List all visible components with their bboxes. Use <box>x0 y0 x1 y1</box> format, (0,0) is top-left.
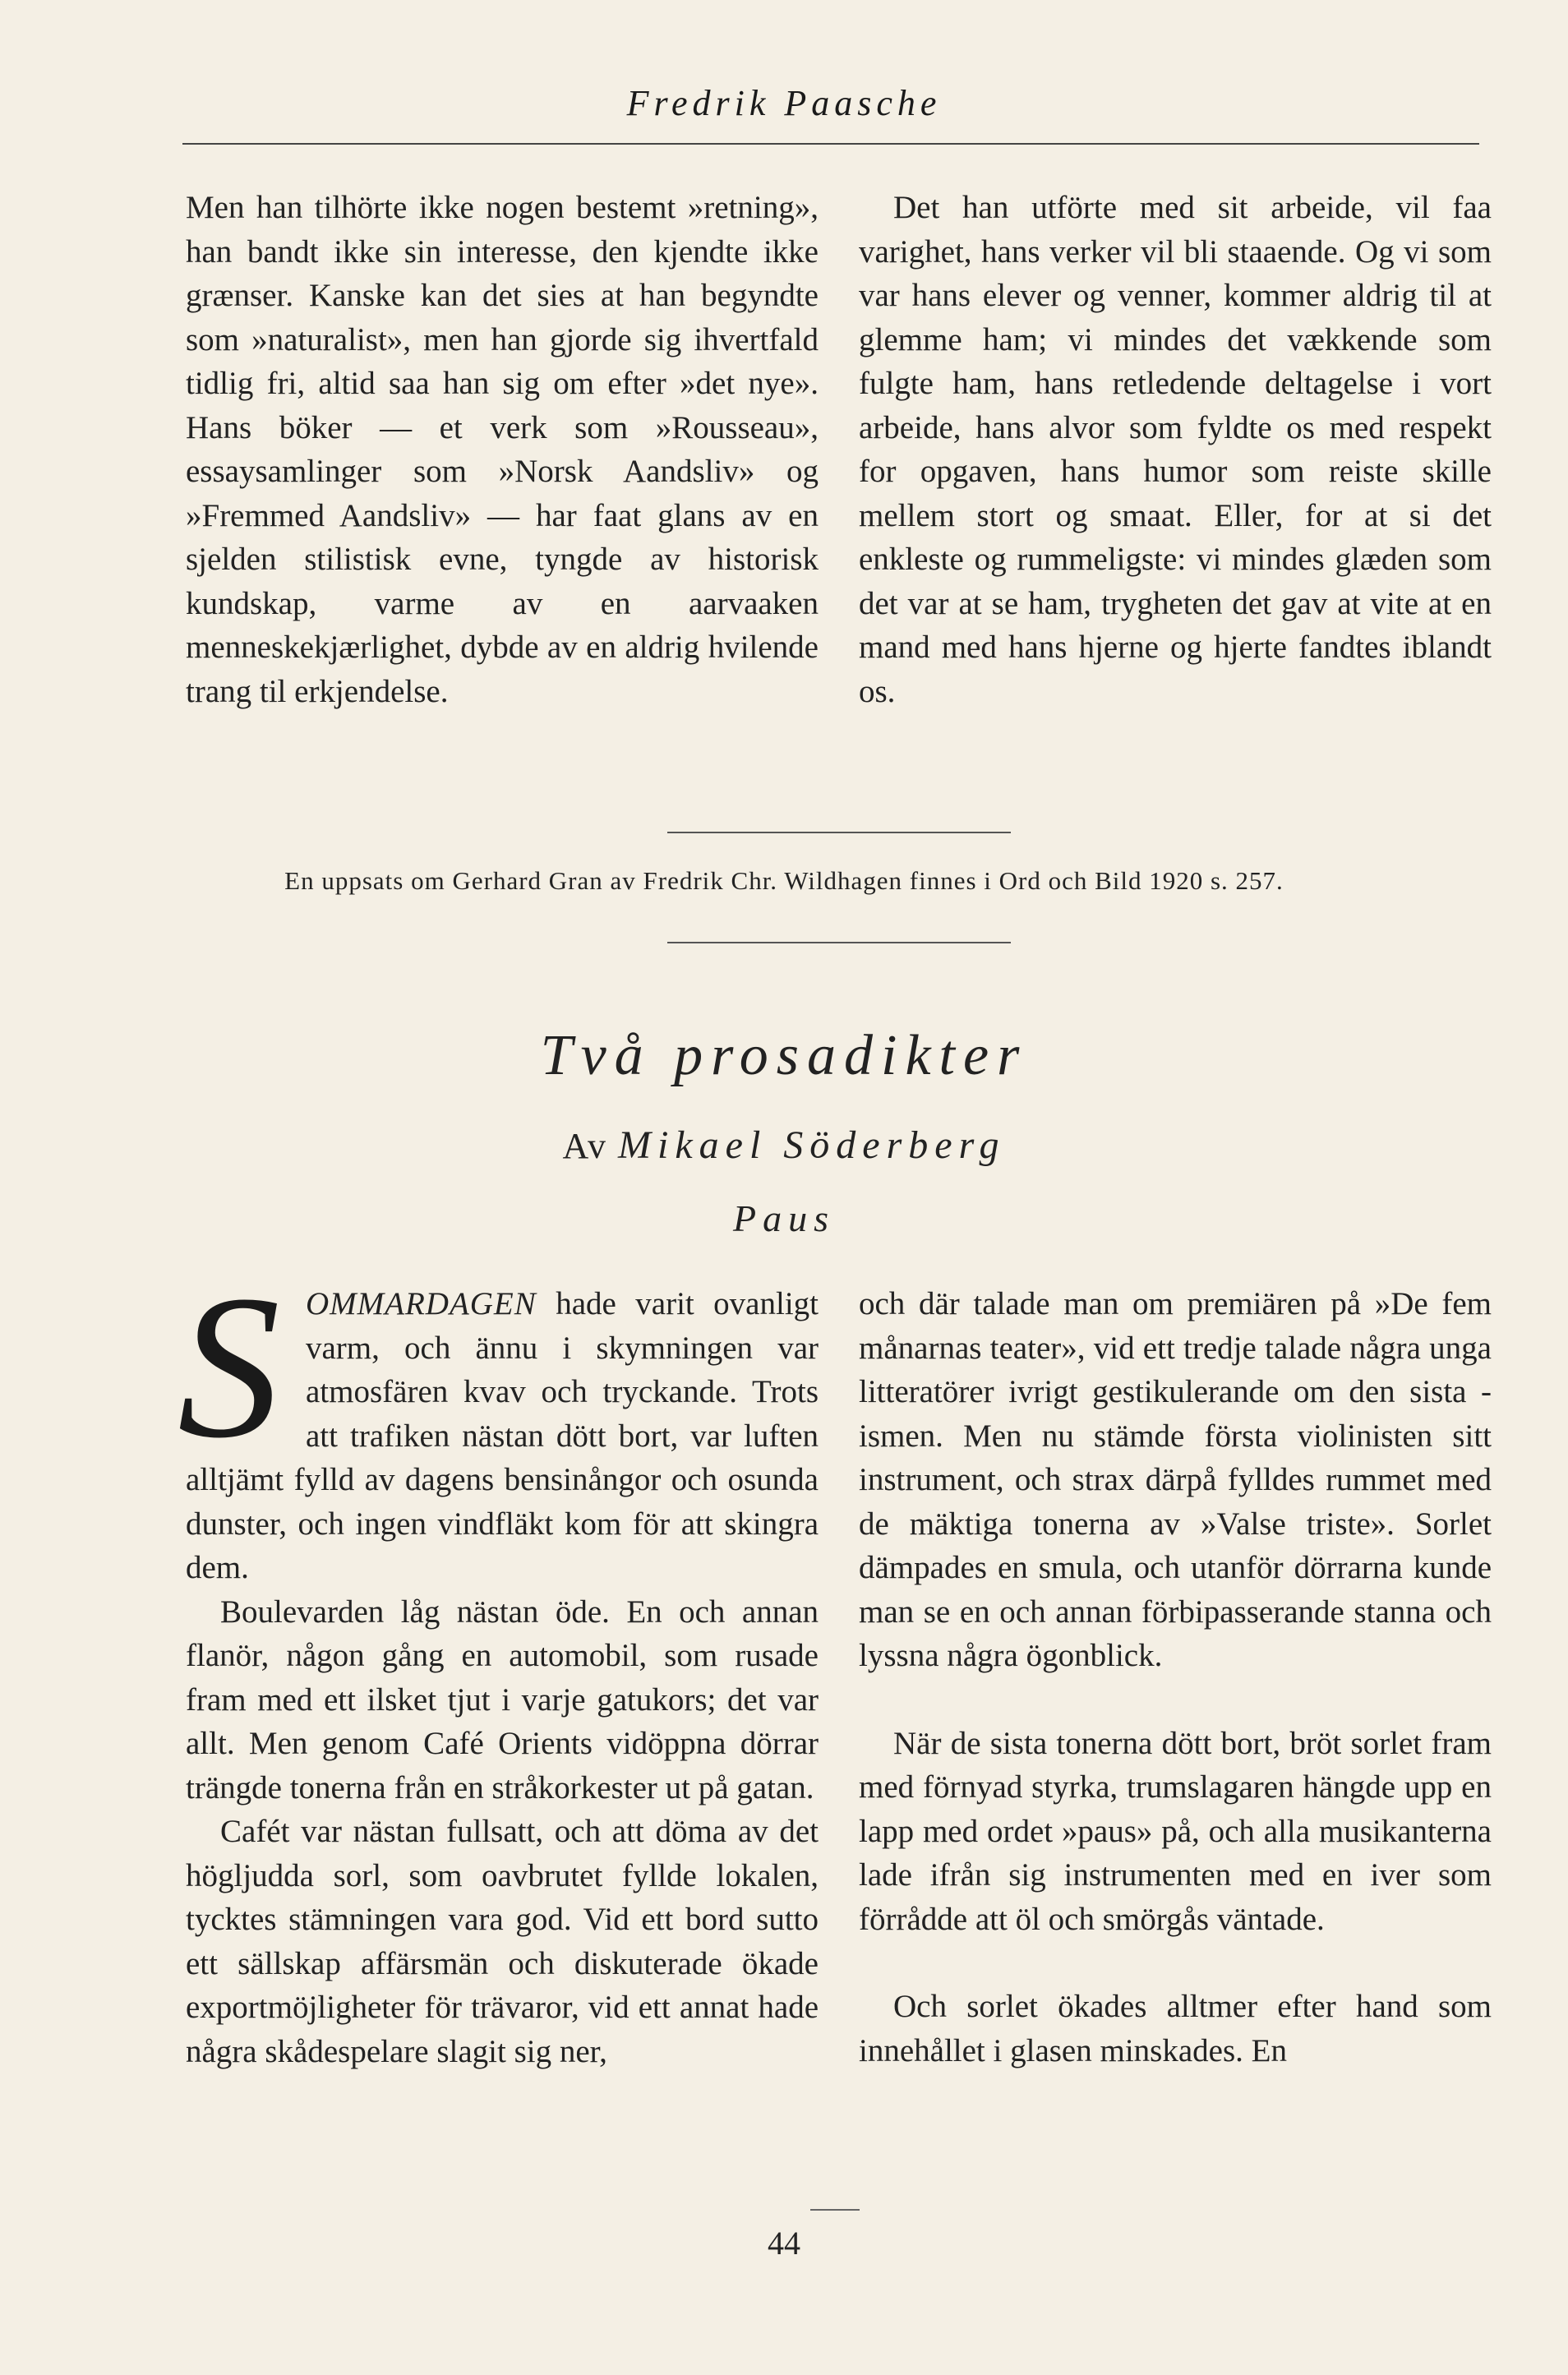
paragraph: och där talade man om premiären på »De fem månarnas teater», vid ett tredje talade några unga litteratörer ivrigt gestikulerande om den sista -ismen. Men nu stämde första violinisten sitt instrument, och strax därpå fylldes rummet med de mäktiga tonerna av »Valse triste». Sorlet dämpades en smula, och utanför dörrarna kunde man se en och annan förbipasserande stanna och lyssna några ögonblick. <box>859 1286 1492 1673</box>
paragraph <box>178 1253 819 1590</box>
author-name: Mikael Söderberg <box>618 1123 1006 1167</box>
page-number: 44 <box>768 2225 800 2262</box>
divider-rule <box>667 942 1011 943</box>
opening-caps: OMMARDAGEN <box>306 1286 537 1321</box>
paragraph: Boulevarden låg nästan öde. En och annan flanör, någon gång en automobil, som rusade fram med ett ilsket tjut i varje gatukors; det var allt. Men genom Café Orients vidöppna dörrar trängde tonerna från en stråkorkester ut på gatan. <box>186 1593 819 1805</box>
article-title: Två prosadikter <box>540 1024 1028 1087</box>
column-top-left <box>186 186 819 713</box>
column-bottom-left <box>178 1253 819 2073</box>
footnote: En uppsats om Gerhard Gran av Fredrik Chr. Wildhagen finnes i Ord och Bild 1920 s. 257. <box>284 866 1284 895</box>
column-bottom-right <box>859 1282 1492 2073</box>
paragraph: När de sista tonerna dött bort, bröt sorlet fram med förnyad styrka, trumslagaren hängde upp en lapp med ordet »paus» på, och alla musikanterna lade ifrån sig instrumenten med en iver som förrådde att öl och smörgås väntade. <box>859 1725 1492 1937</box>
article-subtitle: Paus <box>733 1197 835 1239</box>
paragraph: Det han utförte med sit arbeide, vil faa varighet, hans verker vil bli staaende. Og vi som var hans elever og venner, kommer aldrig til at glemme ham; vi mindes det vækkende som fulgte ham, hans retledende deltagelse i vort arbeide, hans alvor som fyldte os med respekt for opgaven, hans humor som reiste skille mellem stort og smaat. Eller, for at si det enkleste og rummeligste: vi mindes glæden som det var at se ham, trygheten det gav at vite at en mand med hans hjerne og hjerte fandtes iblandt os. <box>859 190 1492 709</box>
column-top-right <box>859 186 1492 713</box>
paragraph: Men han tilhörte ikke nogen bestemt »retning», han bandt ikke sin interesse, den kjendte ikke grænser. Kanske kan det sies at han begyndte som »naturalist», men han gjorde sig ihvertfald tidlig fri, altid saa han sig om efter »det nye». Hans böker — et verk som »Rousseau», essaysamlinger som »Norsk Aandsliv» og »Fremmed Aandsliv» — har faat glans av en sjelden stilistisk evne, tyngde av historisk kundskap, varme av en aarvaaken menneskekjærlighet, dybde av en aldrig hvilende trang til erkjendelse. <box>186 190 819 709</box>
page-number-rule <box>810 2209 860 2211</box>
header-rule <box>182 143 1479 145</box>
paragraph-text: hade varit ovanligt varm, och ännu i skymningen var atmosfären kvav och tryckande. Trots att trafiken nästan dött bort, var luften alltjämt fylld av dagens bensinångor och osunda dunster, och ingen vindfläkt kom för att skingra dem. <box>186 1286 819 1585</box>
paragraph: Och sorlet ökades alltmer efter hand som innehållet i glasen minskades. En <box>859 1989 1492 2068</box>
byline <box>0 1123 1568 1168</box>
running-head: Fredrik Paasche <box>626 83 942 123</box>
drop-cap: S <box>178 1253 280 1481</box>
byline-prefix: Av <box>562 1126 608 1166</box>
paragraph: Cafét var nästan fullsatt, och att döma av det högljudda sorl, som oavbrutet fyllde lokalen, tycktes stämningen vara god. Vid ett bord sutto ett sällskap affärsmän och diskuterade ökade exportmöjligheter för trävaror, vid ett annat hade några skådespelare slagit sig ner, <box>186 1814 819 2069</box>
divider-rule <box>667 832 1011 833</box>
